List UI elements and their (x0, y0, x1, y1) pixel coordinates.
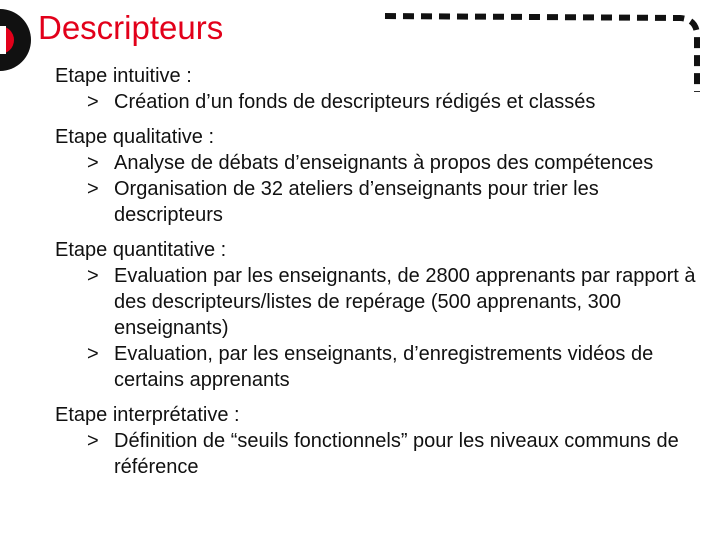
section-heading: Etape quantitative : (55, 239, 227, 261)
section (55, 402, 705, 480)
bullet-list (55, 89, 705, 115)
list-item-text: Analyse de débats d’enseignants à propos des compétences (114, 152, 654, 174)
list-item-text: Définition de “seuils fonctionnels” pour les niveaux communs de référence (114, 430, 679, 478)
bullet-arrow-icon: > (87, 343, 99, 365)
list-item-text: Création d’un fonds de descripteurs rédigés et classés (114, 91, 596, 113)
bullet-arrow-icon: > (87, 178, 99, 200)
section-heading: Etape interprétative : (55, 404, 240, 426)
list-item-text: Evaluation, par les enseignants, d’enregistrements vidéos de certains apprenants (114, 343, 654, 391)
slide-body (55, 63, 705, 489)
section (55, 124, 705, 228)
list-item (87, 89, 705, 115)
list-item (87, 428, 705, 480)
bullet-arrow-icon: > (87, 265, 99, 287)
bullet-list (55, 150, 705, 228)
bullet-arrow-icon: > (87, 91, 99, 113)
section (55, 63, 705, 115)
list-item (87, 341, 705, 393)
slide-title: Descripteurs (38, 9, 224, 46)
list-item (87, 176, 705, 228)
bullet-list (55, 428, 705, 480)
list-item (87, 150, 705, 176)
logo-mark (0, 9, 31, 71)
section-heading: Etape intuitive : (55, 65, 192, 87)
section (55, 237, 705, 393)
bullet-list (55, 263, 705, 393)
bullet-arrow-icon: > (87, 430, 99, 452)
list-item-text: Evaluation par les enseignants, de 2800 apprenants par rapport à des descripteurs/listes de repérage (500 apprenants, 300 enseignants) (114, 265, 696, 339)
list-item (87, 263, 705, 341)
bullet-arrow-icon: > (87, 152, 99, 174)
list-item-text: Organisation de 32 ateliers d’enseignants pour trier les descripteurs (114, 178, 599, 226)
section-heading: Etape qualitative : (55, 126, 214, 148)
